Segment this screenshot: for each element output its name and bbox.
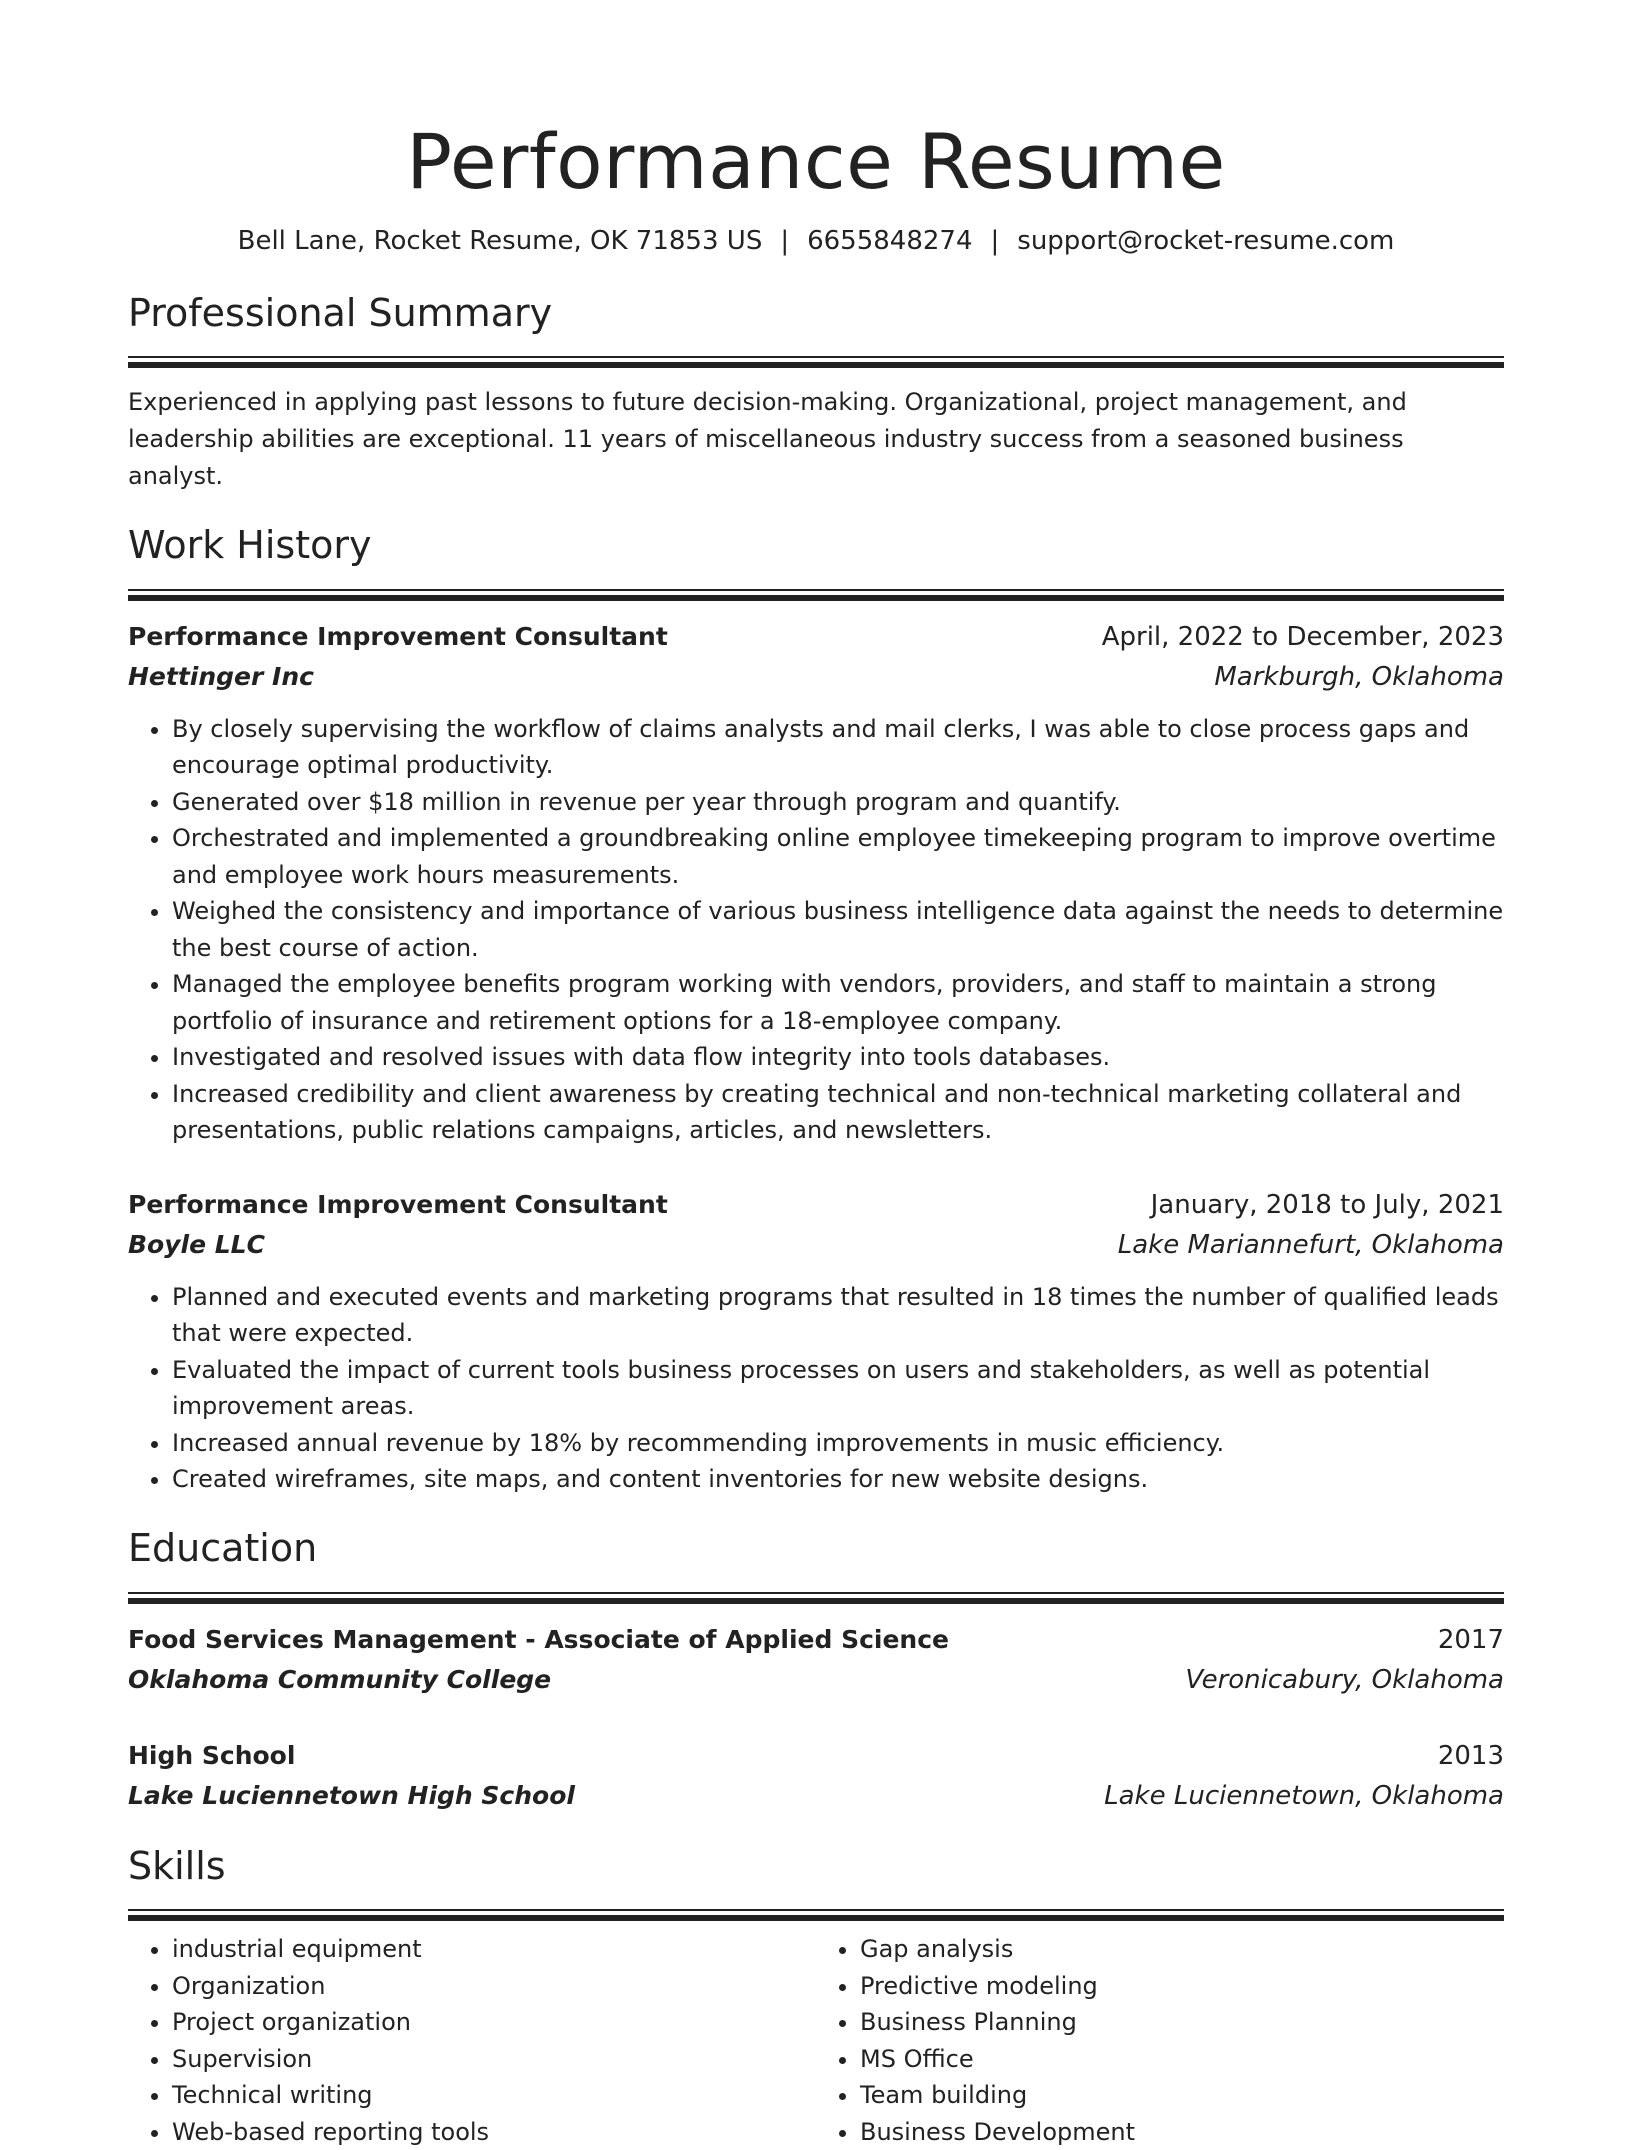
skill-item: • Technical writing — [172, 2077, 816, 2114]
skill-item: • Supervision — [172, 2041, 816, 2078]
section-divider — [128, 1592, 1504, 1602]
skill-item: • Project organization — [172, 2004, 816, 2041]
skills-columns — [128, 1931, 1504, 2150]
contact-address: Bell Lane, Rocket Resume, OK 71853 US — [237, 225, 763, 256]
job-entry — [128, 1185, 1504, 1498]
skill-item: • Business Development — [860, 2114, 1504, 2150]
job-bullet: • Investigated and resolved issues with data flow integrity into tools databases. — [172, 1039, 1504, 1076]
job-title: Performance Improvement Consultant — [128, 621, 668, 651]
job-company: Hettinger Inc — [128, 661, 314, 691]
job-entry — [128, 617, 1504, 1149]
education-entry — [128, 1736, 1504, 1816]
section-divider — [128, 589, 1504, 599]
contact-separator: | — [990, 225, 1000, 256]
job-title: Performance Improvement Consultant — [128, 1189, 668, 1219]
job-bullet: • Increased annual revenue by 18% by recommending improvements in music efficiency. — [172, 1425, 1504, 1462]
skill-item: • Predictive modeling — [860, 1968, 1504, 2005]
job-location: Lake Mariannefurt, Oklahoma — [1117, 1229, 1504, 1260]
job-dates: January, 2018 to July, 2021 — [1150, 1189, 1504, 1220]
contact-separator: | — [780, 225, 790, 256]
skill-item: • Gap analysis — [860, 1931, 1504, 1968]
job-location: Markburgh, Oklahoma — [1214, 661, 1504, 692]
job-bullet: • Evaluated the impact of current tools business processes on users and stakeholders, as well as potential improvement areas. — [172, 1352, 1504, 1425]
education-degree: High School — [128, 1740, 296, 1770]
job-bullets — [128, 711, 1504, 1149]
summary-section — [128, 291, 1504, 496]
job-dates: April, 2022 to December, 2023 — [1101, 621, 1504, 652]
job-bullet: • Managed the employee benefits program working with vendors, providers, and staff to maintain a strong portfolio of insurance and retirement options for a 18-employee company. — [172, 966, 1504, 1039]
education-degree: Food Services Management - Associate of Applied Science — [128, 1624, 949, 1654]
education-year: 2013 — [1437, 1740, 1504, 1771]
section-title-summary: Professional Summary — [128, 290, 553, 335]
contact-phone: 6655848274 — [807, 225, 973, 256]
section-divider — [128, 356, 1504, 366]
skill-item: • Organization — [172, 1968, 816, 2005]
work-history-section — [128, 523, 1504, 1498]
skill-item: • Business Planning — [860, 2004, 1504, 2041]
section-divider — [128, 1909, 1504, 1919]
contact-line — [128, 226, 1504, 257]
education-school: Lake Luciennetown High School — [128, 1780, 575, 1810]
summary-text: Experienced in applying past lessons to future decision-making. Organizational, project management, and leadership abilities are exceptional. 11 years of miscellaneous industry success from a seasoned business analyst. — [128, 388, 1407, 491]
section-title-skills: Skills — [128, 1843, 226, 1888]
section-title-work-history: Work History — [128, 523, 372, 568]
skill-item: • MS Office — [860, 2041, 1504, 2078]
skill-item: • Team building — [860, 2077, 1504, 2114]
job-bullets — [128, 1279, 1504, 1498]
job-bullet: • By closely supervising the workflow of claims analysts and mail clerks, I was able to close process gaps and encourage optimal productivity. — [172, 711, 1504, 784]
job-bullet: • Weighed the consistency and importance of various business intelligence data against the needs to determine the best course of action. — [172, 893, 1504, 966]
education-location: Veronicabury, Oklahoma — [1185, 1664, 1504, 1695]
skill-item: • Web-based reporting tools — [172, 2114, 816, 2150]
skills-section — [128, 1844, 1504, 2150]
skill-item: • industrial equipment — [172, 1931, 816, 1968]
candidate-name: Performance Resume — [406, 117, 1226, 206]
section-title-education: Education — [128, 1525, 318, 1570]
contact-email[interactable]: support@rocket-resume.com — [1017, 225, 1395, 256]
job-bullet: • Orchestrated and implemented a groundbreaking online employee timekeeping program to improve overtime and employee work hours measurements. — [172, 820, 1504, 893]
education-section — [128, 1526, 1504, 1816]
education-year: 2017 — [1437, 1624, 1504, 1655]
job-bullet: • Increased credibility and client awareness by creating technical and non-technical marketing collateral and presentations, public relations campaigns, articles, and newsletters. — [172, 1076, 1504, 1149]
skills-list-right — [816, 1931, 1504, 2150]
job-company: Boyle LLC — [128, 1229, 265, 1259]
education-location: Lake Luciennetown, Oklahoma — [1104, 1780, 1504, 1811]
job-bullet: • Created wireframes, site maps, and content inventories for new website designs. — [172, 1461, 1504, 1498]
education-entry — [128, 1620, 1504, 1700]
education-school: Oklahoma Community College — [128, 1664, 552, 1694]
skills-list-left — [128, 1931, 816, 2150]
job-bullet: • Planned and executed events and marketing programs that resulted in 18 times the number of qualified leads that were expected. — [172, 1279, 1504, 1352]
job-bullet: • Generated over $18 million in revenue per year through program and quantify. — [172, 784, 1504, 821]
